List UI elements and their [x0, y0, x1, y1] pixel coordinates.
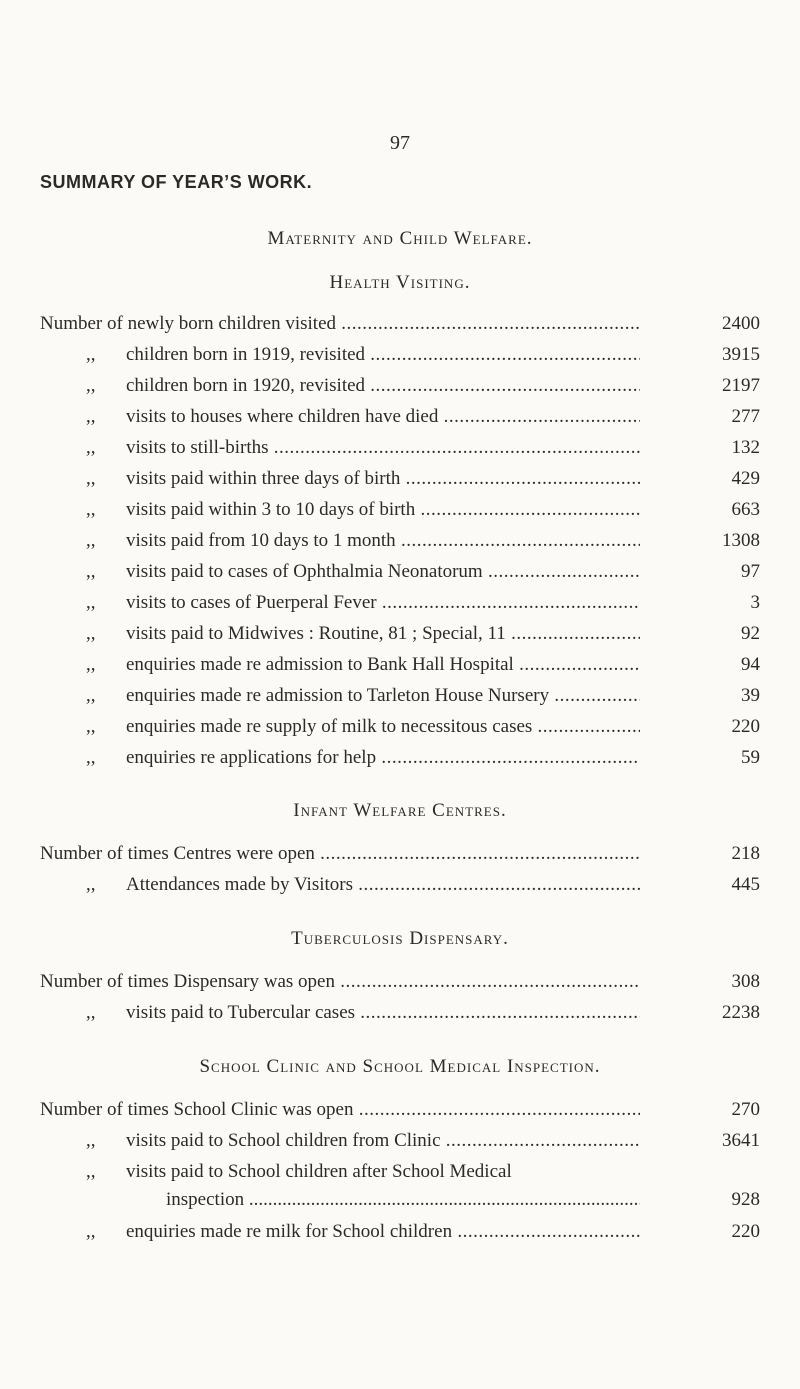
item-label: visits paid to Tubercular cases .....: [126, 999, 640, 1027]
ditto-mark: ,,: [86, 406, 96, 427]
item-label: visits paid from 10 days to 1 month .....: [126, 527, 640, 555]
list-item: [40, 620, 760, 648]
ditto-mark: ,,: [86, 747, 96, 768]
item-label: enquiries made re admission to Bank Hall Hospital .....: [126, 651, 640, 679]
item-value: 3: [750, 592, 760, 613]
ditto-mark: ,,: [86, 716, 96, 737]
heading-school-clinic: School Clinic and School Medical Inspection.: [199, 1056, 601, 1077]
list-item: [40, 840, 760, 868]
item-value: 429: [731, 468, 760, 489]
list-item: [40, 713, 760, 741]
item-value: 663: [731, 499, 760, 520]
list-item: [40, 558, 760, 586]
item-label: visits to houses where children have died .....: [126, 403, 640, 431]
item-value: 445: [731, 874, 760, 895]
item-label-line2: inspection .....: [126, 1186, 640, 1214]
item-label: enquiries made re milk for School children .....: [126, 1218, 640, 1246]
list-item: [40, 1127, 760, 1155]
list-item: [40, 1218, 760, 1246]
list-item: [40, 310, 760, 338]
item-label: Number of times School Clinic was open .....: [40, 1096, 640, 1124]
ditto-mark: ,,: [86, 1161, 96, 1182]
heading-maternity: Maternity and Child Welfare.: [267, 228, 533, 249]
list-item: [40, 434, 760, 462]
list-item: [40, 651, 760, 679]
item-value: 277: [731, 406, 760, 427]
ditto-mark: ,,: [86, 375, 96, 396]
item-value: 1308: [722, 530, 760, 551]
item-label: visits paid to cases of Ophthalmia Neonatorum .....: [126, 558, 640, 586]
ditto-mark: ,,: [86, 685, 96, 706]
item-label: visits paid to Midwives : Routine, 81 ; Special, 11 .....: [126, 620, 640, 648]
ditto-mark: ,,: [86, 344, 96, 365]
item-label: Number of times Dispensary was open .....: [40, 968, 640, 996]
item-label: Number of newly born children visited .....: [40, 310, 640, 338]
item-value: 270: [731, 1099, 760, 1120]
item-label: visits paid within three days of birth .....: [126, 465, 640, 493]
list-item: [40, 999, 760, 1027]
item-value: 2238: [722, 1002, 760, 1023]
item-value: 220: [731, 716, 760, 737]
heading-tuberculosis: Tuberculosis Dispensary.: [291, 928, 509, 949]
item-label: Number of times Centres were open .....: [40, 840, 640, 868]
list-item: [40, 968, 760, 996]
item-label: [126, 1158, 640, 1214]
heading-health-visiting: Health Visiting.: [329, 272, 471, 293]
item-value: 2400: [722, 313, 760, 334]
item-label: children born in 1920, revisited .....: [126, 372, 640, 400]
item-label: enquiries made re admission to Tarleton House Nursery .....: [126, 682, 640, 710]
ditto-mark: ,,: [86, 437, 96, 458]
list-item: [40, 465, 760, 493]
item-value: 928: [731, 1189, 760, 1210]
ditto-mark: ,,: [86, 874, 96, 895]
list-item: [40, 372, 760, 400]
item-value: 218: [731, 843, 760, 864]
item-label: visits to cases of Puerperal Fever .....: [126, 589, 640, 617]
list-item: [40, 589, 760, 617]
item-label: Attendances made by Visitors .....: [126, 871, 640, 899]
item-label: visits paid to School children from Clinic .....: [126, 1127, 640, 1155]
item-value: 2197: [722, 375, 760, 396]
list-item: [40, 682, 760, 710]
item-value: 3915: [722, 344, 760, 365]
ditto-mark: ,,: [86, 499, 96, 520]
list-item: [40, 341, 760, 369]
item-value: 92: [741, 623, 760, 644]
list-item: [40, 1158, 760, 1214]
ditto-mark: ,,: [86, 623, 96, 644]
item-value: 308: [731, 971, 760, 992]
ditto-mark: ,,: [86, 468, 96, 489]
page-title: SUMMARY OF YEAR’S WORK.: [40, 172, 313, 192]
item-label: children born in 1919, revisited .....: [126, 341, 640, 369]
list-item: [40, 403, 760, 431]
item-label: enquiries made re supply of milk to necessitous cases .....: [126, 713, 640, 741]
item-value: 94: [741, 654, 760, 675]
page-number: 97: [390, 132, 410, 154]
item-label: visits paid within 3 to 10 days of birth .....: [126, 496, 640, 524]
list-item: [40, 1096, 760, 1124]
item-value: 59: [741, 747, 760, 768]
ditto-mark: ,,: [86, 592, 96, 613]
list-item: [40, 871, 760, 899]
item-value: 39: [741, 685, 760, 706]
item-label: visits to still-births .....: [126, 434, 640, 462]
item-value: 3641: [722, 1130, 760, 1151]
list-item: [40, 744, 760, 772]
ditto-mark: ,,: [86, 1130, 96, 1151]
item-label: enquiries re applications for help .....: [126, 744, 640, 772]
list-item: [40, 496, 760, 524]
heading-infant-welfare: Infant Welfare Centres.: [293, 800, 507, 821]
item-value: 132: [731, 437, 760, 458]
ditto-mark: ,,: [86, 530, 96, 551]
ditto-mark: ,,: [86, 561, 96, 582]
ditto-mark: ,,: [86, 1221, 96, 1242]
ditto-mark: ,,: [86, 1002, 96, 1023]
item-value: 220: [731, 1221, 760, 1242]
item-value: 97: [741, 561, 760, 582]
item-label-line1: visits paid to School children after School Medical: [126, 1161, 512, 1182]
list-item: [40, 527, 760, 555]
ditto-mark: ,,: [86, 654, 96, 675]
